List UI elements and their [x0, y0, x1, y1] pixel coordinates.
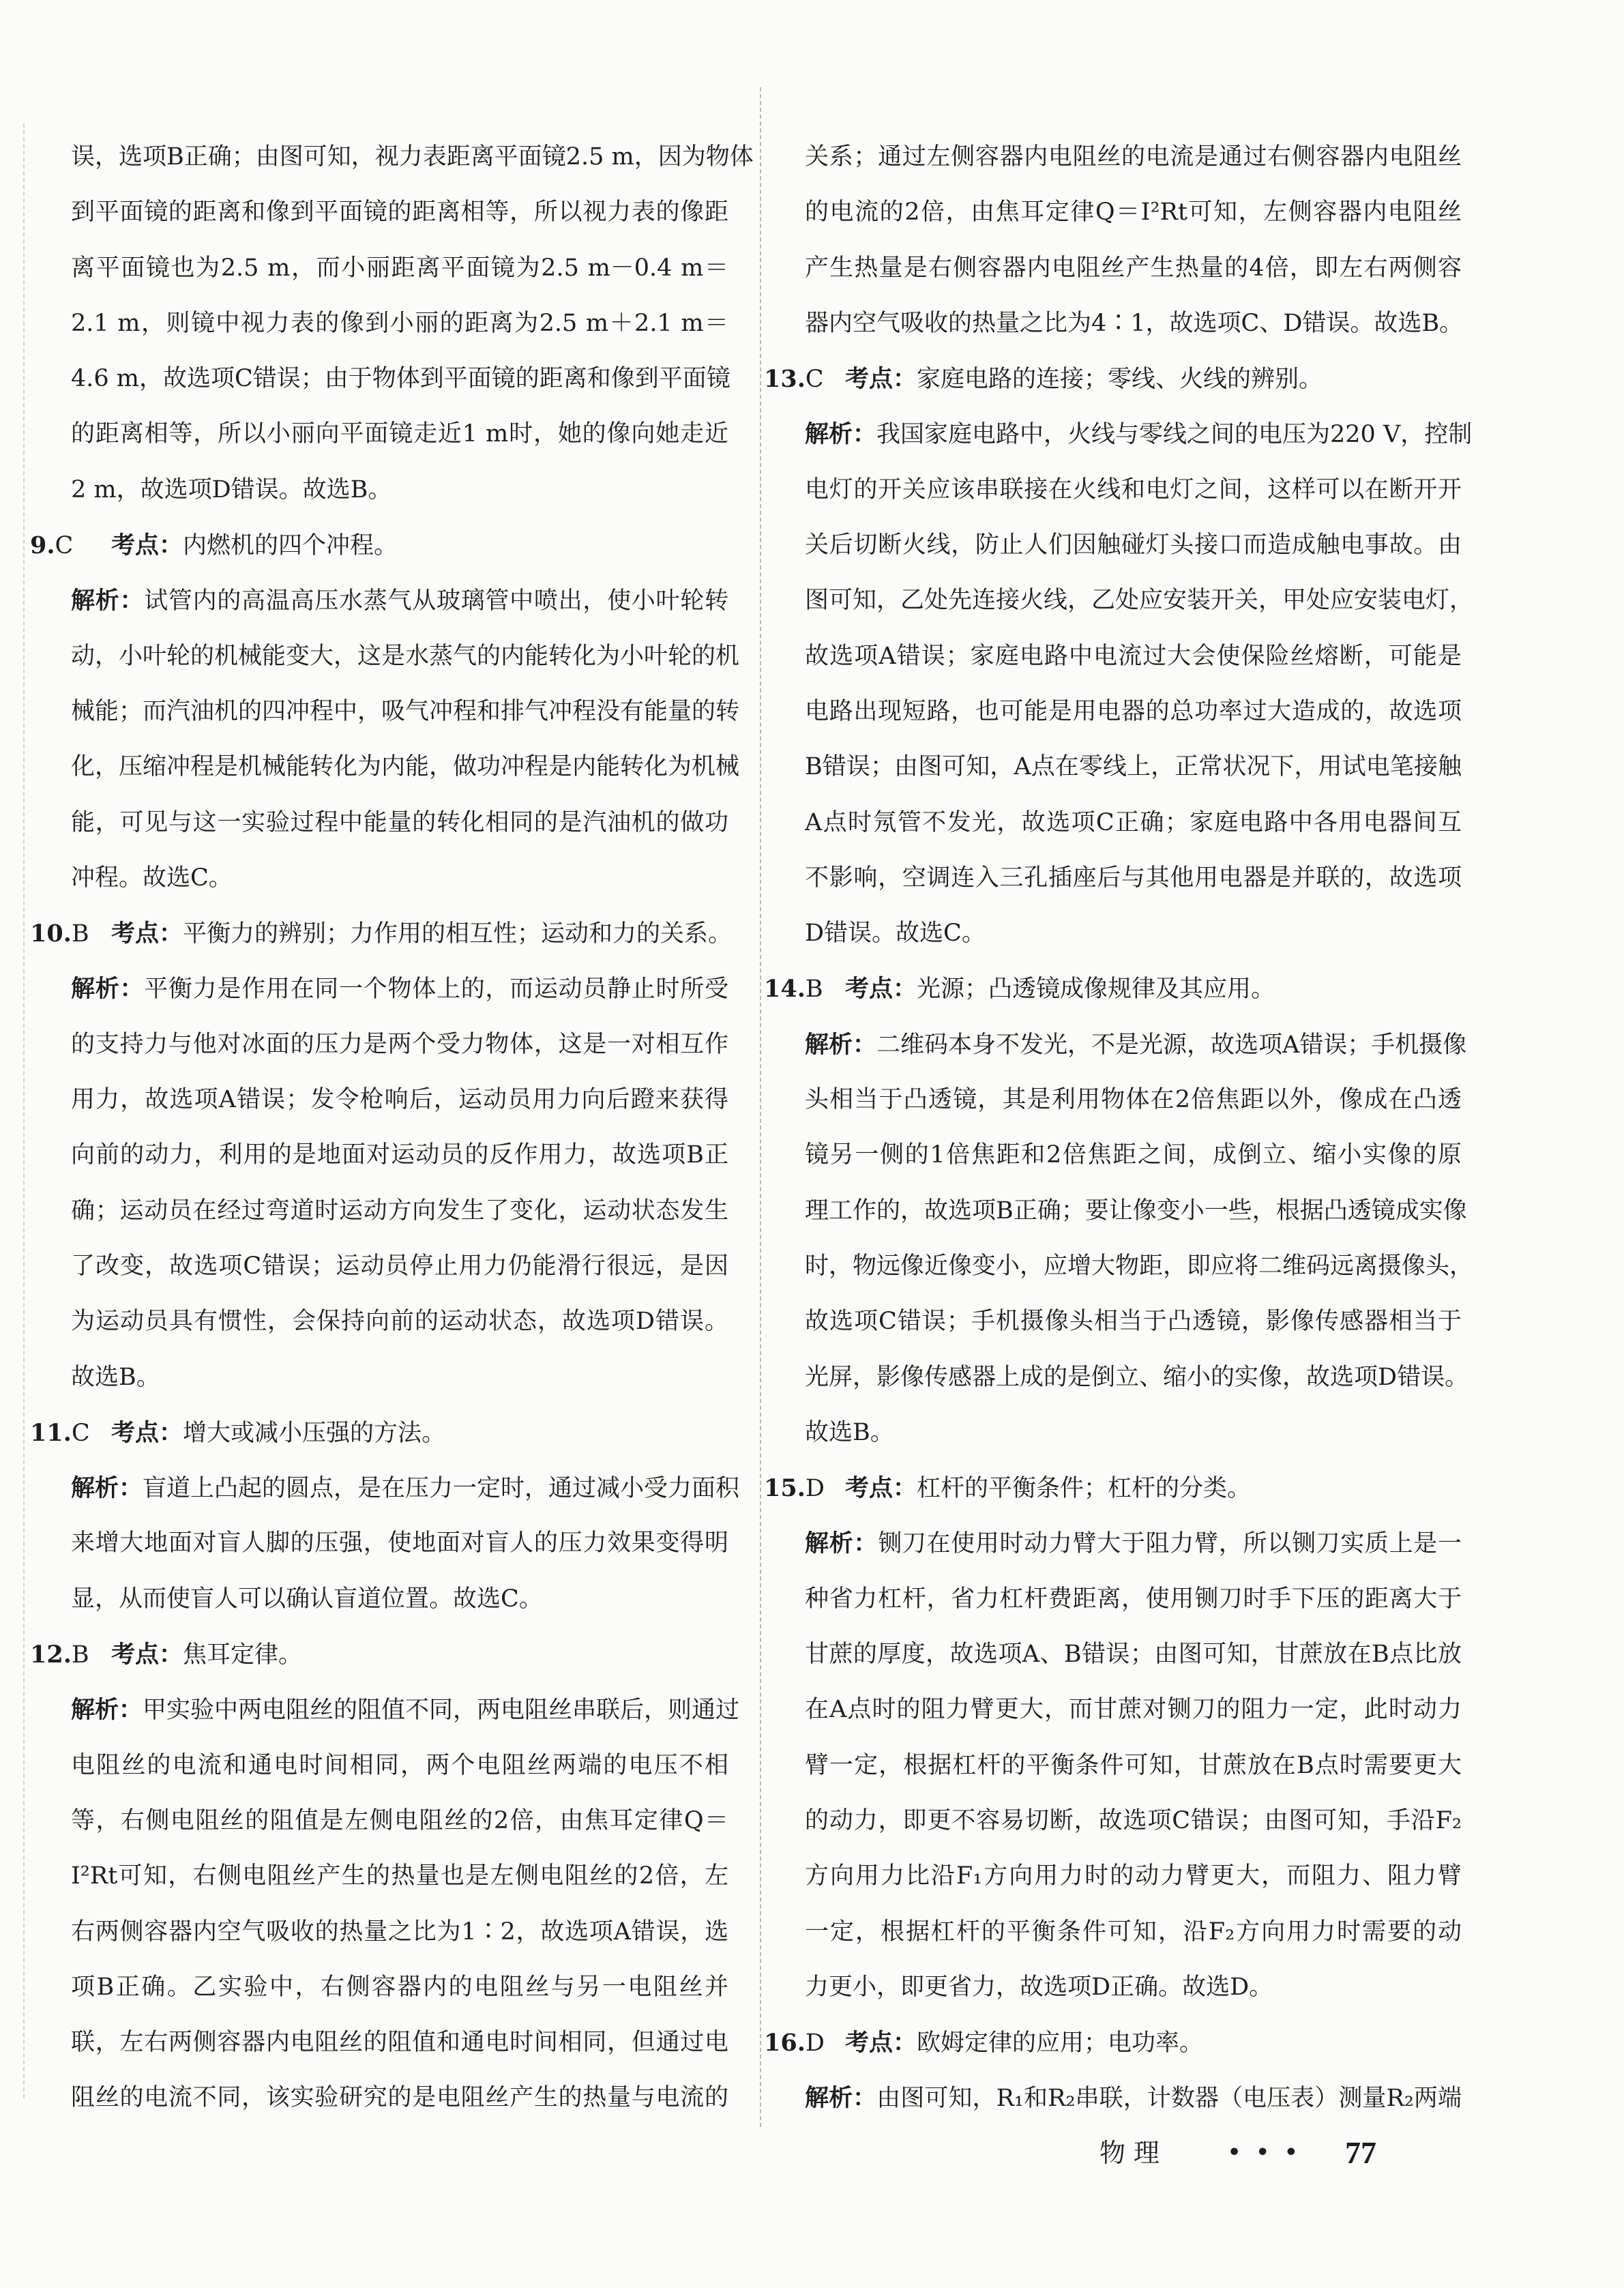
text-line — [71, 795, 728, 851]
left-column — [30, 130, 754, 2126]
line-text: 头相当于凸透镜，其是利用物体在2倍焦距以外，像成在凸透 — [805, 1086, 1462, 1114]
question-block — [30, 906, 733, 1405]
text-line — [805, 518, 1462, 573]
text-line — [805, 1849, 1462, 1904]
line-text: 冲程。故选C。 — [71, 864, 233, 892]
analysis-label: 解析： — [71, 1696, 143, 1725]
question-header — [30, 1627, 728, 1682]
line-text: 显，从而使盲人可以确认盲道位置。故选C。 — [71, 1585, 543, 1613]
text-line — [71, 961, 728, 1016]
text-line — [71, 1738, 728, 1793]
question-block — [30, 1627, 740, 2126]
page-number: 77 — [1345, 2135, 1376, 2170]
line-text: 关后切断火线，防止人们因触碰灯头接口而造成触电事故。由 — [805, 531, 1462, 559]
line-text: 2.1 m，则镜中视力表的像到小丽的距离为2.5 m＋2.1 m＝ — [71, 309, 728, 337]
question-header — [30, 518, 728, 573]
question-number: 16. — [764, 2029, 806, 2057]
analysis-label: 解析： — [71, 587, 145, 615]
question-number: 14. — [764, 975, 806, 1003]
question-id — [30, 1405, 96, 1461]
line-text: 器内空气吸收的热量之比为4∶1，故选项C、D错误。故选B。 — [805, 309, 1464, 337]
right-column — [764, 130, 1474, 2126]
line-text: D错误。故选C。 — [805, 920, 986, 948]
line-text: 动，小叶轮的机械能变大，这是水蒸气的内能转化为小叶轮的机 — [71, 642, 740, 670]
line-text: 械能；而汽油机的四冲程中，吸气冲程和排气冲程没有能量的转 — [71, 697, 740, 725]
topic-label: 考点： — [111, 1418, 183, 1447]
continuation-block — [71, 130, 754, 518]
line-text: 等，右侧电阻丝的阻值是左侧电阻丝的2倍，由焦耳定律Q＝ — [71, 1806, 728, 1834]
line-text: 阻丝的电流不同，该实验研究的是电阻丝产生的热量与电流的 — [71, 2084, 728, 2112]
line-text: 来增大地面对盲人脚的压强，使地面对盲人的压力效果变得明 — [71, 1529, 728, 1557]
line-text: 能，可见与这一实验过程中能量的转化相同的是汽油机的做功 — [71, 808, 728, 836]
question-number: 13. — [764, 365, 806, 394]
topic-text: 杠杆的平衡条件；杠杆的分类。 — [917, 1475, 1252, 1503]
text-line — [805, 241, 1462, 296]
text-line — [805, 1294, 1462, 1349]
text-line — [71, 296, 728, 351]
line-text: 在A点时的阻力臂更大，而甘蔗对铡刀的阻力一定，此时动力 — [805, 1696, 1462, 1724]
text-line — [71, 1017, 728, 1072]
line-text: 到平面镜的距离和像到平面镜的距离相等，所以视力表的像距 — [71, 199, 728, 226]
line-text: 4.6 m，故选项C错误；由于物体到平面镜的距离和像到平面镜 — [71, 365, 730, 393]
text-line — [805, 1516, 1462, 1571]
line-text: 不影响，空调连入三孔插座后与其他用电器是并联的，故选项 — [805, 864, 1462, 892]
text-line — [71, 351, 728, 407]
question-block — [764, 1461, 1462, 2015]
continuation-block — [805, 130, 1462, 351]
text-line — [71, 2015, 728, 2070]
topic-text: 光源；凸透镜成像规律及其应用。 — [917, 976, 1275, 1003]
text-line — [805, 1405, 1462, 1461]
text-line — [805, 1128, 1462, 1183]
question-block — [30, 518, 740, 906]
text-line — [71, 2070, 728, 2126]
topic-text: 增大或减小压强的方法。 — [183, 1419, 446, 1447]
line-text: 试管内的高温高压水蒸气从玻璃管中喷出，使小叶轮转 — [144, 587, 728, 615]
line-text: I²Rt可知，右侧电阻丝产生的热量也是左侧电阻丝的2倍，左 — [71, 1862, 728, 1890]
topic-label: 考点： — [111, 920, 183, 948]
text-line — [71, 463, 728, 518]
text-line — [805, 906, 1462, 961]
text-line — [71, 684, 740, 739]
text-line — [805, 1072, 1462, 1128]
line-text: 电路出现短路，也可能是用电器的总功率过大造成的，故选项 — [805, 697, 1462, 725]
question-header — [764, 961, 1462, 1016]
line-text: 力更小，即更省力，故选项D正确。故选D。 — [805, 1973, 1273, 2001]
line-text: 甘蔗的厚度，故选项A、B错误；由图可知，甘蔗放在B点比放 — [805, 1641, 1462, 1669]
text-line — [71, 1905, 728, 1960]
topic-label: 考点： — [111, 531, 183, 560]
question-id — [30, 518, 96, 574]
text-line — [805, 296, 1462, 351]
line-text: B错误；由图可知，A点在零线上，正常状况下，用试电笔接触 — [805, 753, 1462, 781]
text-line — [805, 1184, 1467, 1239]
text-line — [71, 1294, 728, 1349]
text-line — [805, 1905, 1462, 1960]
line-text: 臂一定，根据杠杆的平衡条件可知，甘蔗放在B点时需要更大 — [805, 1751, 1462, 1779]
question-number: 9. — [30, 531, 55, 560]
question-number: 11. — [30, 1418, 72, 1447]
line-text: 电灯的开关应该串联接在火线和电灯之间，这样可以在断开开 — [805, 475, 1462, 503]
text-line — [805, 2070, 1462, 2126]
answer-letter: C — [805, 366, 824, 394]
topic-text: 焦耳定律。 — [183, 1641, 303, 1669]
text-line — [805, 795, 1462, 851]
question-header — [764, 351, 1462, 407]
text-line — [71, 407, 728, 462]
question-block — [764, 961, 1474, 1461]
line-text: 镜另一侧的1倍焦距和2倍焦距之间，成倒立、缩小实像的原 — [805, 1141, 1462, 1169]
text-line — [71, 1239, 728, 1294]
text-line — [71, 1793, 728, 1849]
analysis-label: 解析： — [71, 975, 145, 1003]
answer-letter: B — [71, 1641, 89, 1669]
text-line — [805, 1627, 1462, 1682]
text-line — [71, 573, 728, 628]
text-line — [805, 851, 1462, 906]
text-line — [805, 739, 1462, 795]
topic-label: 考点： — [845, 1474, 917, 1503]
line-text: 的支持力与他对冰面的压力是两个受力物体，这是一对相互作 — [71, 1030, 728, 1058]
topic-text: 内燃机的四个冲程。 — [183, 532, 398, 560]
text-line — [71, 629, 740, 684]
question-id — [764, 1461, 830, 1516]
line-text: 故选项C错误；手机摄像头相当于凸透镜，影像传感器相当于 — [805, 1308, 1462, 1336]
text-line — [805, 130, 1462, 185]
line-text: 离平面镜也为2.5 m，而小丽距离平面镜为2.5 m－0.4 m＝ — [71, 254, 728, 282]
question-number: 12. — [30, 1641, 72, 1669]
line-text: 电阻丝的电流和通电时间相同，两个电阻丝两端的电压不相 — [71, 1751, 728, 1779]
line-text: 平衡力是作用在同一个物体上的，而运动员静止时所受 — [144, 976, 728, 1003]
line-text: 误，选项B正确；由图可知，视力表距离平面镜2.5 m，因为物体 — [71, 143, 754, 171]
topic-text: 家庭电路的连接；零线、火线的辨别。 — [917, 366, 1323, 394]
line-text: 右两侧容器内空气吸收的热量之比为1∶2，故选项A错误，选 — [71, 1918, 728, 1946]
line-text: 故选项A错误；家庭电路中电流过大会使保险丝熔断，可能是 — [805, 642, 1462, 670]
question-id — [30, 1627, 96, 1683]
topic-label: 考点： — [845, 975, 917, 1003]
question-id — [30, 906, 96, 962]
line-text: 项B正确。乙实验中，右侧容器内的电阻丝与另一电阻丝并 — [71, 1973, 728, 2001]
question-header — [30, 906, 733, 961]
text-line — [71, 1572, 728, 1627]
line-text: 一定，根据杠杆的平衡条件可知，沿F₂方向用力时需要的动 — [805, 1918, 1462, 1946]
line-text: 图可知，乙处先连接火线，乙处应安装开关，甲处应安装电灯， — [805, 587, 1474, 615]
line-text: 方向用力比沿F₁方向用力时的动力臂更大，而阻力、阻力臂 — [805, 1862, 1462, 1890]
question-header — [764, 1461, 1462, 1516]
analysis-label: 解析： — [805, 2084, 877, 2113]
line-text: 时，物远像近像变小，应增大物距，即应将二维码远离摄像头， — [805, 1252, 1474, 1280]
question-number: 10. — [30, 920, 72, 948]
text-line — [71, 739, 740, 795]
text-line — [71, 1072, 728, 1128]
question-block — [764, 351, 1474, 961]
line-text: 铡刀在使用时动力臂大于阻力臂，所以铡刀实质上是一 — [878, 1530, 1462, 1558]
text-line — [71, 185, 728, 240]
text-line — [805, 1738, 1462, 1793]
analysis-label: 解析： — [805, 1030, 877, 1059]
answer-letter: C — [71, 1419, 90, 1447]
analysis-label: 解析： — [805, 420, 877, 449]
answer-letter: B — [71, 920, 89, 948]
line-text: 了改变，故选项C错误；运动员停止用力仍能滑行很远，是因 — [71, 1252, 728, 1280]
text-line — [71, 241, 728, 296]
question-block — [764, 2015, 1462, 2126]
text-line — [805, 1017, 1467, 1072]
text-line — [805, 573, 1474, 628]
question-block — [30, 1405, 740, 1627]
line-text: A点时氖管不发光，故选项C正确；家庭电路中各用电器间互 — [805, 808, 1462, 836]
footer-subject: 物理 — [1099, 2138, 1168, 2168]
line-text: 联，左右两侧容器内电阻丝的阻值和通电时间相同，但通过电 — [71, 2029, 728, 2057]
answer-letter: C — [55, 532, 74, 560]
text-line — [71, 1849, 728, 1904]
text-line — [805, 185, 1462, 240]
line-text: 故选B。 — [805, 1418, 894, 1446]
text-line — [71, 1461, 740, 1516]
text-line — [805, 1572, 1462, 1627]
text-line — [805, 1239, 1474, 1294]
text-line — [71, 1682, 740, 1737]
text-line — [805, 629, 1462, 684]
text-line — [71, 1128, 728, 1183]
line-text: 向前的动力，利用的是地面对运动员的反作用力，故选项B正 — [71, 1141, 728, 1169]
line-text: 2 m，故选项D错误。故选B。 — [71, 475, 392, 503]
question-id — [764, 961, 830, 1017]
question-header — [30, 1405, 728, 1461]
text-line — [71, 1516, 728, 1571]
line-text: 产生热量是右侧容器内电阻丝产生热量的4倍，即左右两侧容 — [805, 254, 1462, 282]
text-line — [805, 407, 1473, 462]
line-text: 确；运动员在经过弯道时运动方向发生了变化，运动状态发生 — [71, 1197, 728, 1224]
line-text: 盲道上凸起的圆点，是在压力一定时，通过减小受力面积 — [143, 1475, 740, 1503]
answer-letter: D — [805, 1475, 825, 1503]
line-text: 理工作的，故选项B正确；要让像变小一些，根据凸透镜成实像 — [805, 1197, 1467, 1224]
text-line — [71, 851, 728, 906]
question-number: 15. — [764, 1474, 806, 1503]
question-id — [764, 2015, 830, 2071]
line-text: 由图可知，R₁和R₂串联，计数器（电压表）测量R₂两端 — [876, 2085, 1462, 2113]
line-text: 关系；通过左侧容器内电阻丝的电流是通过右侧容器内电阻丝 — [805, 143, 1462, 171]
question-id — [764, 351, 830, 407]
text-line — [805, 1793, 1462, 1849]
footer-dots: • • • — [1228, 2141, 1302, 2165]
line-text: 二维码本身不发光，不是光源，故选项A错误；手机摄像 — [876, 1031, 1467, 1059]
text-line — [805, 1350, 1469, 1405]
answer-letter: B — [805, 976, 823, 1003]
line-text: 为运动员具有惯性，会保持向前的运动状态，故选项D错误。 — [71, 1308, 728, 1336]
topic-label: 考点： — [111, 1641, 183, 1669]
topic-text: 欧姆定律的应用；电功率。 — [917, 2029, 1204, 2057]
analysis-label: 解析： — [71, 1474, 143, 1503]
left-margin-divider — [23, 123, 25, 2098]
line-text: 故选B。 — [71, 1363, 160, 1391]
text-line — [805, 684, 1462, 739]
text-line — [71, 1960, 728, 2015]
line-text: 我国家庭电路中，火线与零线之间的电压为220 V，控制 — [876, 421, 1473, 449]
line-text: 的电流的2倍，由焦耳定律Q＝I²Rt可知，左侧容器内电阻丝 — [805, 199, 1462, 226]
line-text: 用力，故选项A错误；发令枪响后，运动员用力向后蹬来获得 — [71, 1086, 728, 1114]
column-divider — [760, 87, 761, 2127]
text-line — [71, 1184, 728, 1239]
text-line — [71, 1350, 728, 1405]
topic-label: 考点： — [845, 365, 917, 394]
line-text: 的动力，即更不容易切断，故选项C错误；由图可知，手沿F₂ — [805, 1806, 1462, 1834]
topic-label: 考点： — [845, 2029, 917, 2057]
question-header — [764, 2015, 1462, 2070]
line-text: 光屏，影像传感器上成的是倒立、缩小的实像，故选项D错误。 — [805, 1363, 1469, 1391]
topic-text: 平衡力的辨别；力作用的相互性；运动和力的关系。 — [183, 920, 733, 948]
text-line — [805, 463, 1462, 518]
text-line — [805, 1682, 1462, 1737]
text-line — [71, 130, 754, 185]
line-text: 的距离相等，所以小丽向平面镜走近1 m时，她的像向她走近 — [71, 420, 728, 448]
analysis-label: 解析： — [805, 1529, 879, 1558]
line-text: 甲实验中两电阻丝的阻值不同，两电阻丝串联后，则通过 — [143, 1697, 740, 1725]
line-text: 种省力杠杆，省力杠杆费距离，使用铡刀时手下压的距离大于 — [805, 1585, 1462, 1613]
answer-letter: D — [805, 2029, 825, 2057]
line-text: 化，压缩冲程是机械能转化为内能，做功冲程是内能转化为机械 — [71, 753, 740, 781]
text-line — [805, 1960, 1462, 2015]
